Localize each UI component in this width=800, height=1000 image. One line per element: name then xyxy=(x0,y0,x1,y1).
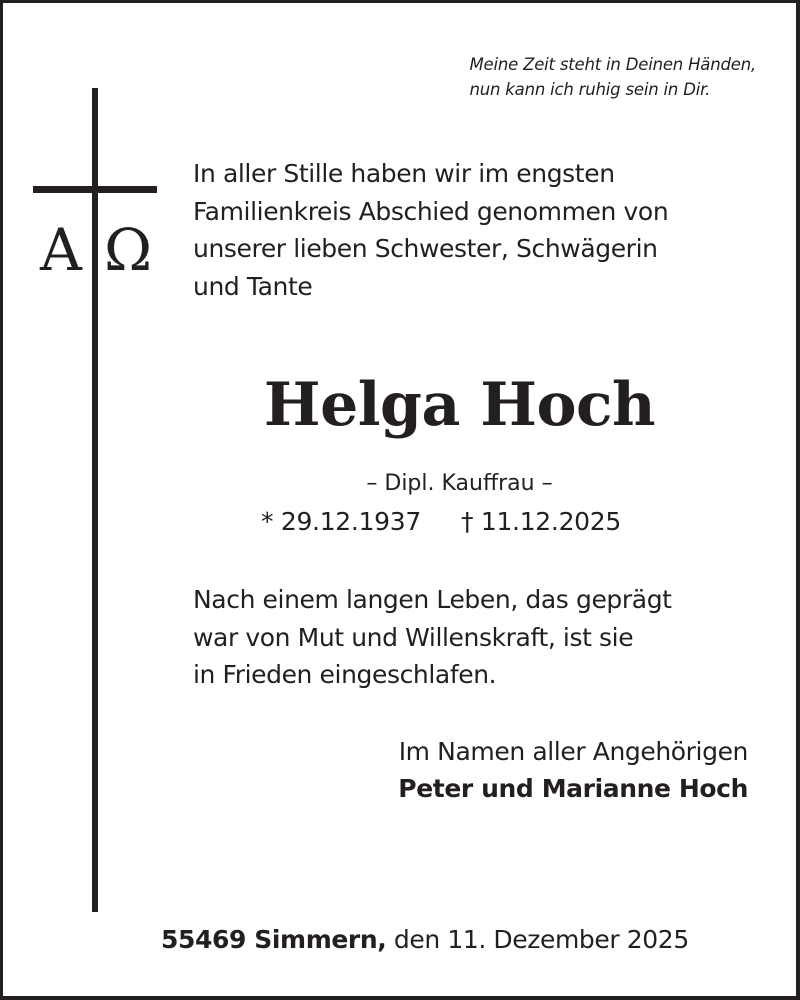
intro-line: unserer lieben Schwester, Schwägerin xyxy=(193,234,658,263)
closing-line: war von Mut und Willenskraft, ist sie xyxy=(193,622,634,652)
cross-vertical-beam xyxy=(92,88,98,912)
mourner-names: Peter und Marianne Hoch xyxy=(398,774,748,803)
closing-paragraph xyxy=(193,581,672,694)
intro-line: In aller Stille haben wir im engsten xyxy=(193,159,615,188)
closing-line: Nach einem langen Leben, das geprägt xyxy=(193,585,672,614)
signoff xyxy=(398,733,748,807)
intro-paragraph xyxy=(193,155,668,305)
cross-horizontal-beam xyxy=(33,186,157,193)
signoff-intro: Im Namen aller Angehörigen xyxy=(398,737,748,766)
closing-line: in Frieden eingeschlafen. xyxy=(193,660,497,689)
alpha-symbol-icon: A xyxy=(40,216,82,284)
deceased-name: Helga Hoch xyxy=(263,370,656,440)
motto-line: Meine Zeit steht in Deinen Händen, xyxy=(469,55,756,74)
intro-line: Familienkreis Abschied genommen von xyxy=(193,196,669,226)
birth-date: * 29.12.1937 xyxy=(261,507,421,536)
intro-line: und Tante xyxy=(193,271,313,301)
death-date: † 11.12.2025 xyxy=(461,507,621,536)
motto-verse xyxy=(469,52,756,102)
motto-line: nun kann ich ruhig sein in Dir. xyxy=(469,80,711,99)
place-date-line xyxy=(161,922,689,958)
place: 55469 Simmern, xyxy=(161,925,387,954)
omega-symbol-icon: Ω xyxy=(104,216,153,284)
deceased-title: – Dipl. Kauffrau – xyxy=(366,471,553,496)
life-dates xyxy=(261,504,621,540)
date: den 11. Dezember 2025 xyxy=(386,925,689,954)
